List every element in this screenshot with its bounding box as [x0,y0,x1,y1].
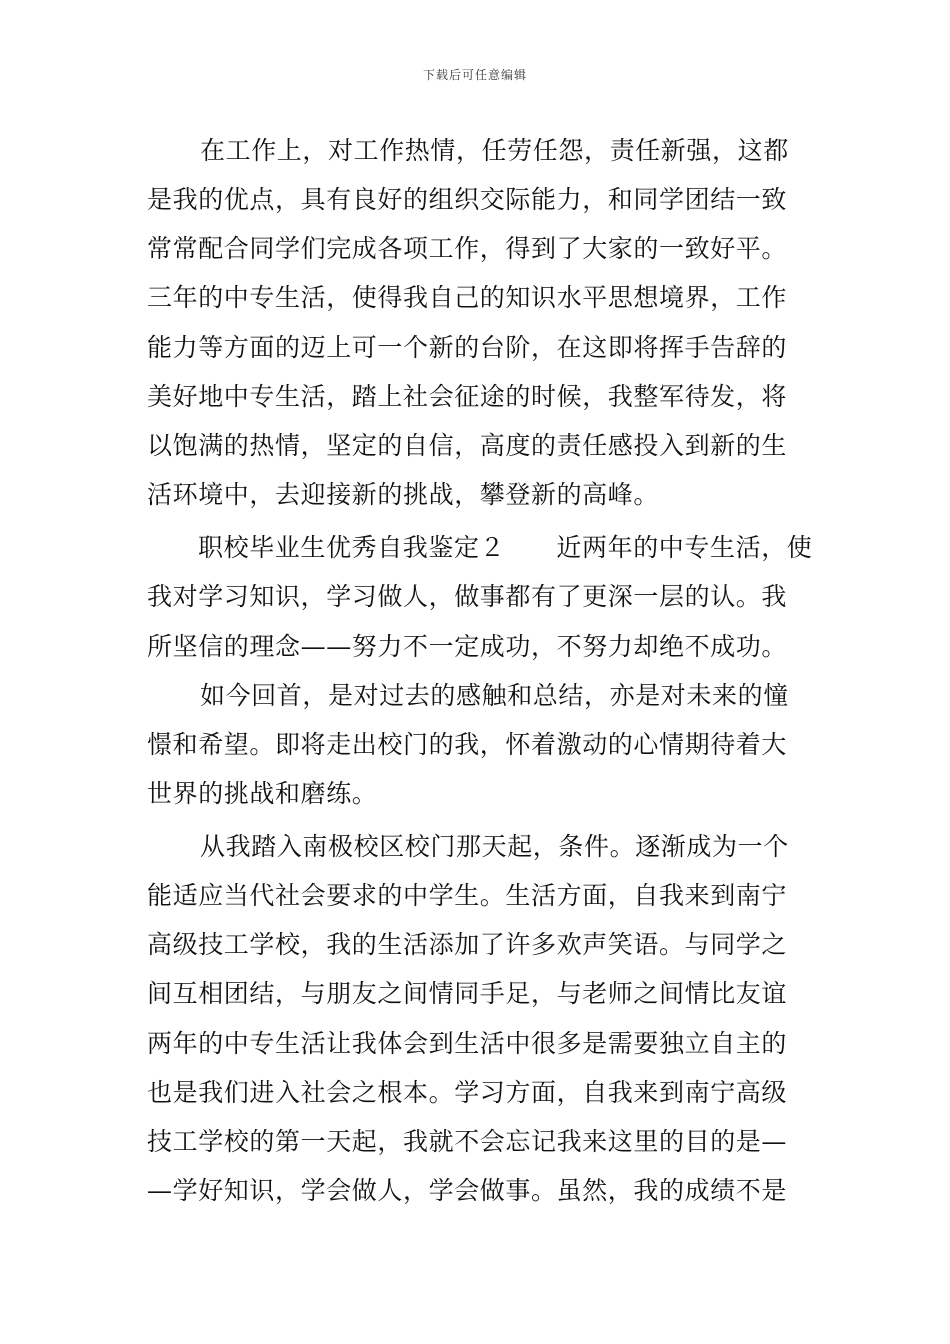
text-line: 三年的中专生活，使得我自己的知识水平思想境界，工作 [147,283,788,312]
text-line: 所坚信的理念——努力不一定成功，不努力却绝不成功。 [147,632,788,661]
text-line: 技工学校的第一天起，我就不会忘记我来这里的目的是— [147,1127,788,1156]
text-line: 能力等方面的迈上可一个新的台阶，在这即将挥手告辞的 [147,333,788,362]
text-line: 能适应当代社会要求的中学生。生活方面，自我来到南宁 [147,881,788,910]
text-line: 以饱满的热情，坚定的自信，高度的责任感投入到新的生 [147,431,788,460]
text-line: 是我的优点，具有良好的组织交际能力，和同学团结一致 [147,185,788,214]
text-line: 我对学习知识，学习做人，做事都有了更深一层的认。我 [147,582,788,611]
text-line: 憬和希望。即将走出校门的我，怀着激动的心情期待着大 [147,730,788,759]
text-line: 高级技工学校，我的生活添加了许多欢声笑语。与同学之 [147,930,788,959]
text-line: 从我踏入南极校区校门那天起，条件。逐渐成为一个 [200,832,789,861]
text-line: 常常配合同学们完成各项工作，得到了大家的一致好平。 [147,234,788,263]
text-line: 世界的挑战和磨练。 [147,779,378,808]
page-header-note: 下载后可任意编辑 [422,68,527,82]
text-line: 也是我们进入社会之根本。学习方面，自我来到南宁高级 [147,1078,788,1107]
text-line: 间互相团结，与朋友之间情同手足，与老师之间情比友谊 [147,979,788,1008]
text-line: —学好知识，学会做人，学会做事。虽然，我的成绩不是 [147,1176,788,1205]
text-line: 两年的中专生活让我体会到生活中很多是需要独立自主的 [147,1029,788,1058]
text-line: 职校毕业生优秀自我鉴定２ 近两年的中专生活，使 [198,533,813,562]
text-line: 美好地中专生活，踏上社会征途的时候，我整军待发，将 [147,382,788,411]
text-line: 在工作上，对工作热情，任劳任怨，责任新强，这都 [200,136,789,165]
text-line: 如今回首，是对过去的感触和总结，亦是对未来的憧 [200,681,789,710]
text-line: 活环境中，去迎接新的挑战，攀登新的高峰。 [147,480,660,509]
